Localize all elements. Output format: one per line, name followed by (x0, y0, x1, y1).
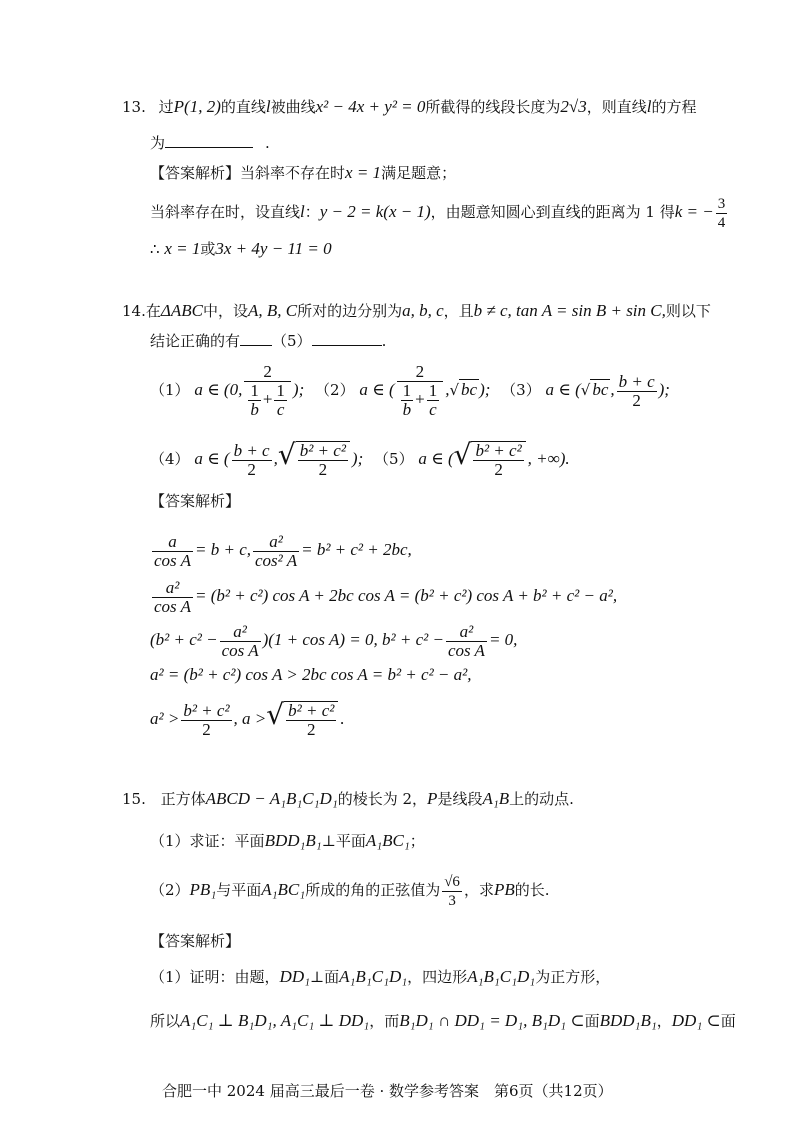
q15-line2: （1）求证：平面BDD₁B₁⊥平面A₁BC₁； (150, 831, 425, 850)
fraction: $\frac{\text{a²}}{\text{cos² A}}$ (255, 531, 298, 570)
answer-blank (165, 147, 253, 148)
fraction: $\frac{\text{b² + c²}}{2}$ (471, 441, 525, 479)
fraction: $\frac{\text{b² + c²}}{2}$ (296, 441, 350, 479)
q13-line4: 当斜率存在时，设直线l：y − 2 = k(x − 1)，由题意知圆心到直线的距离为 1 得k = − $\frac{3}{4}$ (150, 195, 726, 231)
option-label: （2） (315, 381, 355, 399)
q14-sol1: $\frac{a}{\text{cos A}}$ = b + c, $\frac{\text{a²}}{\text{cos² A}}$ = b² + c² + 2bc, (154, 531, 412, 570)
option-label: （1） (150, 381, 190, 399)
q14-line2: 结论正确的有 （5） . (150, 332, 387, 350)
q14-options-row1: （1） a ∈ (0, 2 $\frac{1}{b}$ + $\frac{1}{c}$ ); （2） a ∈ ( 2 $\frac{1}{b}$ + $\frac{1}{c}$ ,√ bc ); （3） a ∈ (√ bc , $\frac{b + c}{2}$ ); (150, 362, 670, 419)
question-number: 13. (122, 98, 146, 116)
fraction: $\frac{1}{b}$ (250, 381, 259, 419)
option-label: （5） (374, 450, 414, 468)
q13-line2: 为 . (150, 134, 270, 152)
q15-line3: （2）PB₁与平面A₁BC₁所成的角的正弦值为 $\frac{√6}{3}$ ，求PB的长. (150, 873, 550, 909)
fraction: 2 $\frac{1}{b}$ + $\frac{1}{c}$ (244, 363, 291, 419)
fraction: $\frac{\text{a²}}{\text{cos A}}$ (447, 621, 485, 660)
fraction: $\frac{\text{b² + c²}}{2}$ (284, 701, 338, 739)
option-label: （3） (501, 381, 541, 399)
answer-blank (240, 345, 272, 346)
q14-sol5: a² > $\frac{\text{b² + c²}}{2}$ , a >√ $\frac{\text{b² + c²}}{2}$ . (150, 698, 345, 739)
fraction: $\frac{b + c}{2}$ (233, 440, 270, 479)
q13-line1: 13. 过P(1, 2)的直线l被曲线x² − 4x + y² = 0所截得的线段长度为2√3，则直线l的方程 (122, 97, 697, 116)
answer-label: 【答案解析】 (150, 492, 241, 510)
fraction: $\frac{\text{b² + c²}}{2}$ (183, 700, 230, 739)
q15-line5: 所以A₁C₁ ⊥ B₁D₁, A₁C₁ ⊥ DD₁，而B₁D₁ ∩ DD₁ = D₁, B₁D₁ ⊂面BDD₁B₁，DD₁ ⊂面 (150, 1011, 736, 1030)
answer-label: 【答案解析】当斜率不存在时x = 1满足题意； (150, 163, 457, 182)
question-number: 15. (122, 790, 146, 808)
fraction: $\frac{a}{\text{cos A}}$ (154, 531, 191, 570)
q14-sol4: a² = (b² + c²) cos A > 2bc cos A = b² + c² − a², (150, 665, 472, 684)
q14-sol2: $\frac{\text{a²}}{\text{cos A}}$ = (b² + c²) cos A + 2bc cos A = (b² + c²) cos A + b² + c² − a², (154, 577, 618, 616)
fraction: $\frac{1}{c}$ (276, 381, 285, 419)
fraction: $\frac{\text{a²}}{\text{cos A}}$ (154, 577, 191, 616)
fraction: $\frac{3}{4}$ (717, 195, 726, 231)
answer-blank (312, 345, 382, 346)
fraction: $\frac{\text{a²}}{\text{cos A}}$ (221, 621, 259, 660)
fraction: $\frac{1}{c}$ (428, 381, 438, 419)
option-label: （4） (150, 450, 190, 468)
answer-label: 【答案解析】 (150, 932, 241, 950)
q15-line1: 15. 正方体ABCD − A₁B₁C₁D₁的棱长为 2，P是线段A₁B上的动点. (122, 789, 574, 808)
fraction: $\frac{1}{b}$ (402, 381, 412, 419)
page-footer: 合肥一中 2024 届高三最后一卷 · 数学参考答案 第6页（共12页） (162, 1082, 613, 1100)
fraction: $\frac{b + c}{2}$ (618, 371, 655, 410)
q14-sol3: (b² + c² − $\frac{\text{a²}}{\text{cos A}}$ )(1 + cos A) = 0, b² + c² − $\frac{\text{a²}}{\text{cos A}}$ = 0, (150, 621, 518, 660)
q14-line1: 14.在ΔABC中，设A, B, C所对的边分别为a, b, c，且b ≠ c, tan A = sin B + sin C,则以下 (122, 301, 711, 320)
fraction: 2 $\frac{1}{b}$ + $\frac{1}{c}$ (397, 363, 444, 419)
fraction: $\frac{√6}{3}$ (444, 873, 460, 909)
q14-options-row2: （4） a ∈ ( $\frac{b + c}{2}$ ,√ $\frac{\text{b² + c²}}{2}$ ); （5） a ∈ (√ $\frac{\text{b² + c²}}{2}$ , +∞). (150, 438, 570, 479)
q15-line4: （1）证明：由题，DD₁⊥面A₁B₁C₁D₁，四边形A₁B₁C₁D₁为正方形， (150, 967, 611, 986)
q13-line5: ∴ x = 1或3x + 4y − 11 = 0 (150, 239, 332, 258)
